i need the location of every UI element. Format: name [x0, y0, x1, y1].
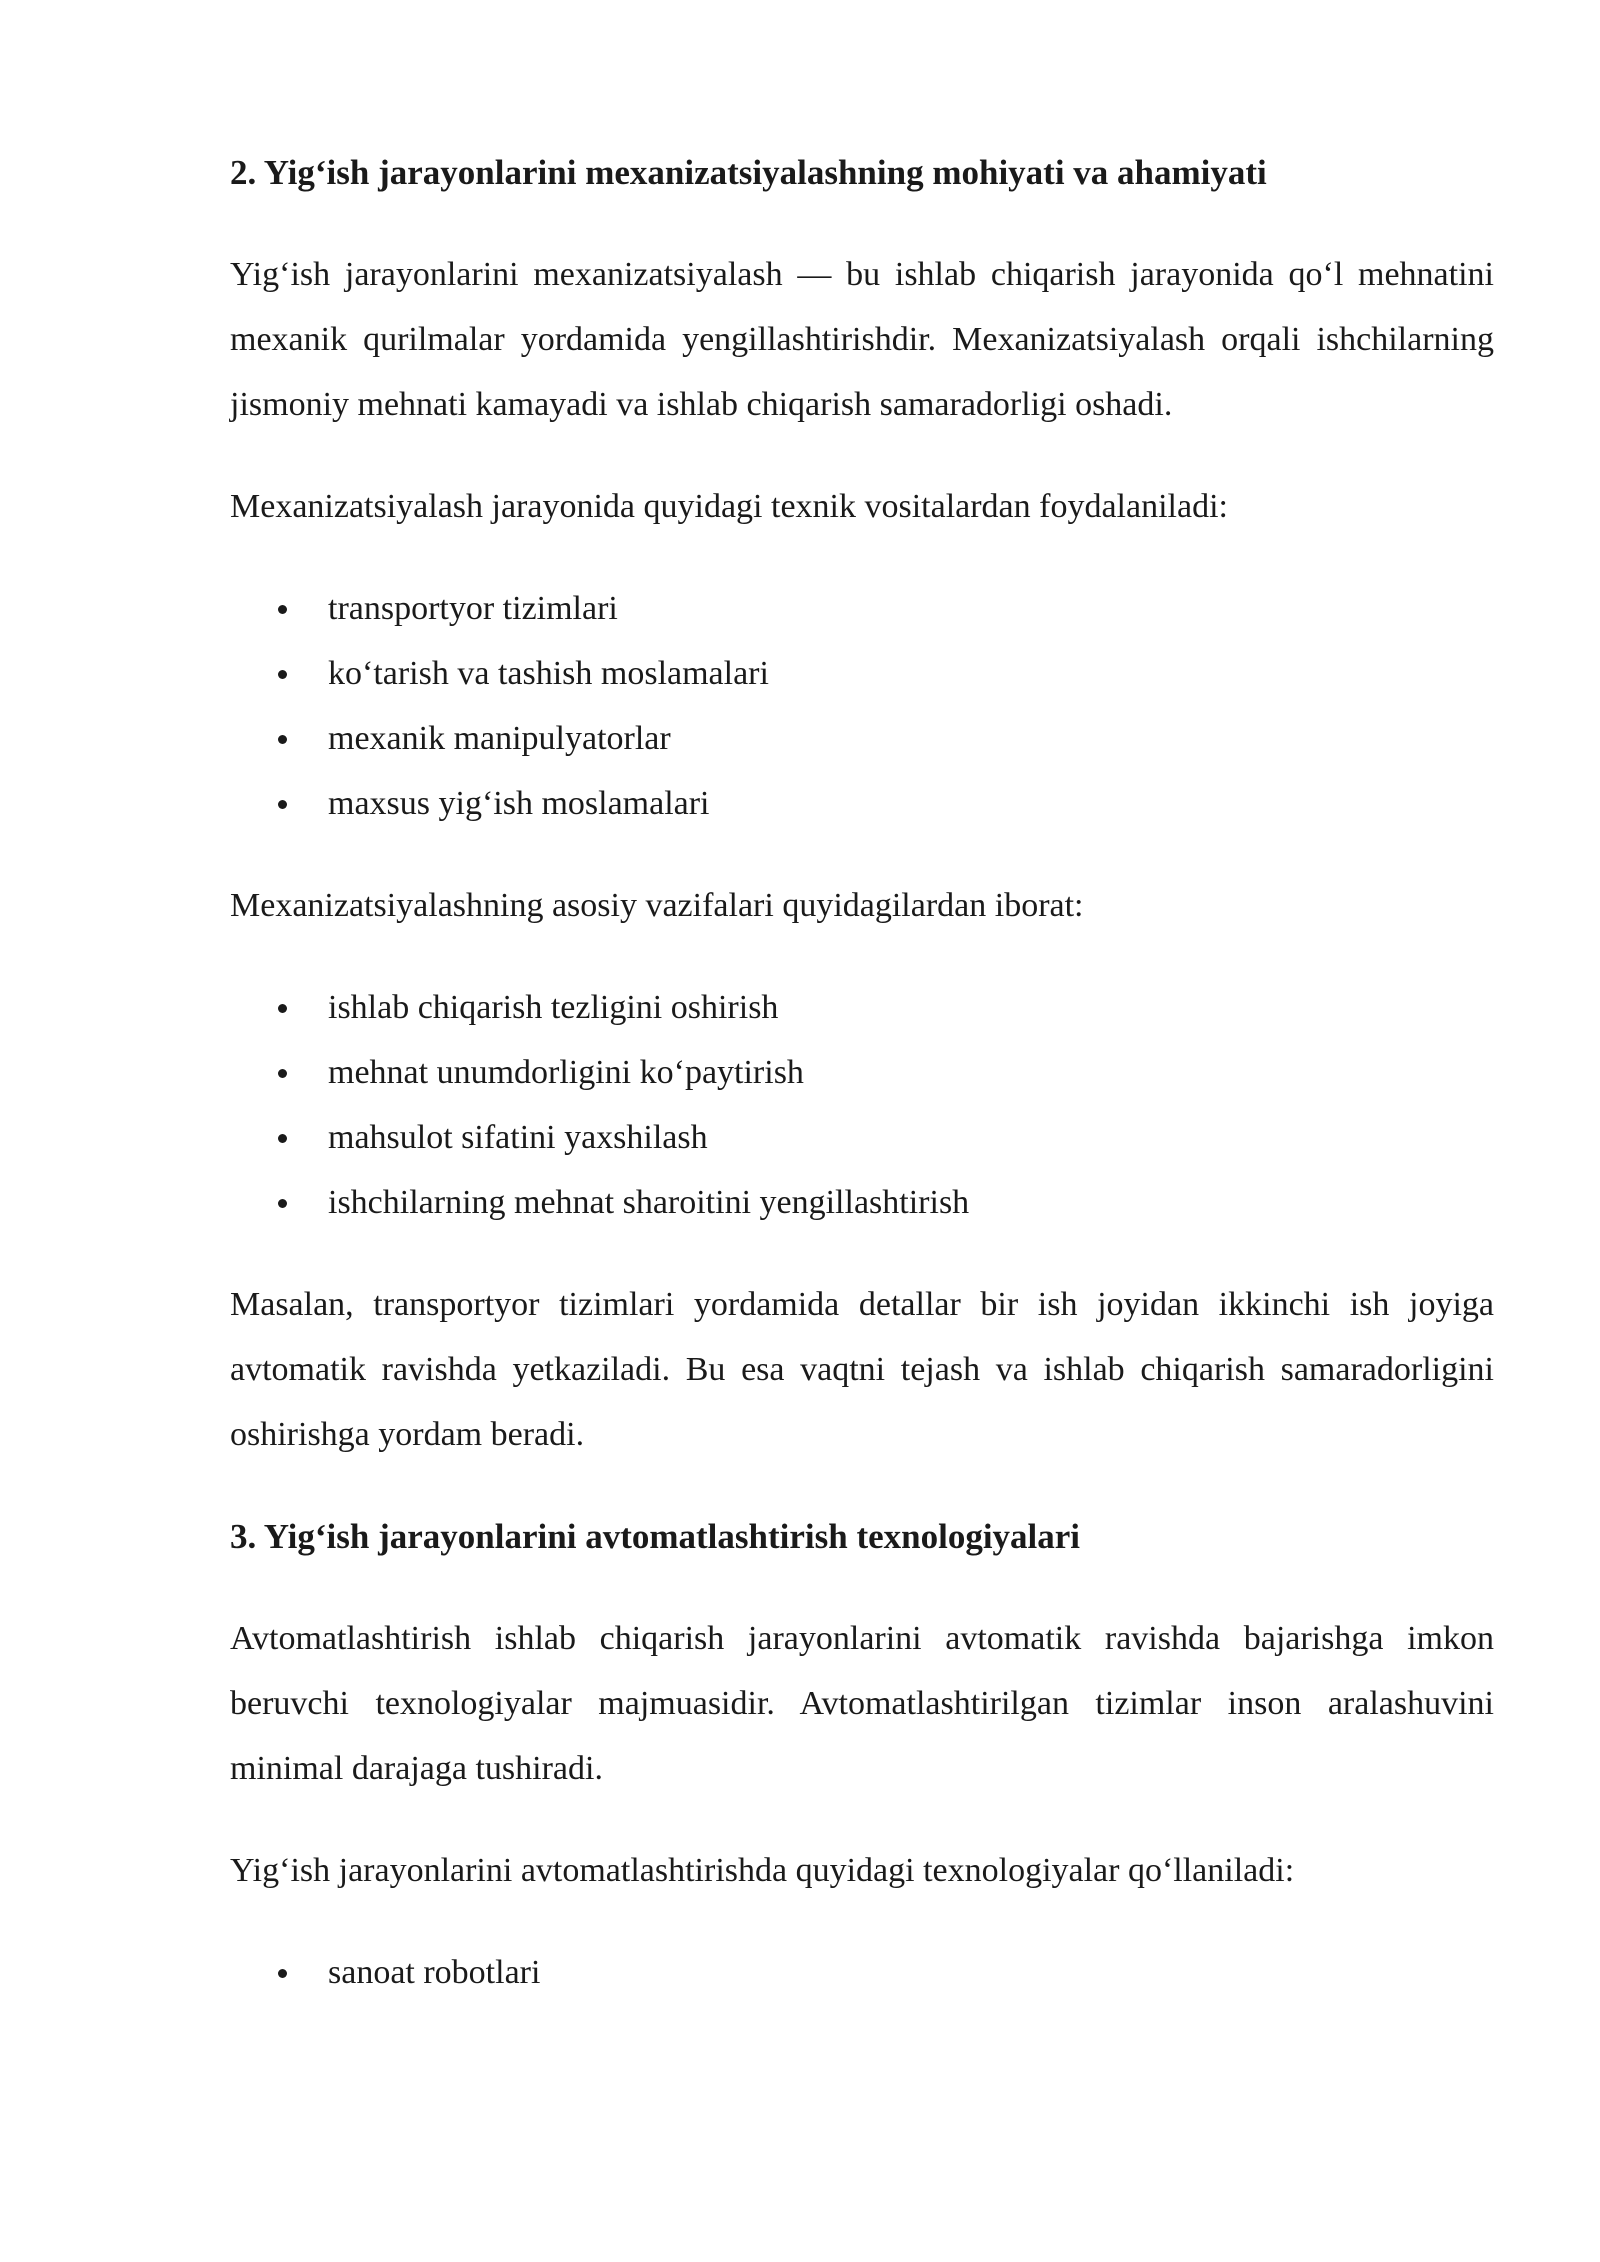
bullet-icon: [278, 1004, 287, 1013]
list-item-text: mahsulot sifatini yaxshilash: [328, 1119, 708, 1156]
bullet-icon: [278, 735, 287, 744]
list-item: [230, 1040, 1494, 1105]
bullet-icon: [278, 605, 287, 614]
bullet-icon: [278, 1969, 287, 1978]
bullet-icon: [278, 1069, 287, 1078]
section-2-paragraph-1: Yig‘ish jarayonlarini mexanizatsiyalash — bu ishlab chiqarish jarayonida qo‘l mehnatini mexanik qurilmalar yordamida yengillashtirishdir. Mexanizatsiyalash orqali ishchilarning jismoniy mehnati kamayadi va ishlab chiqarish samaradorligi oshadi.: [230, 256, 1494, 423]
list-item: [230, 975, 1494, 1040]
bullet-icon: [278, 1134, 287, 1143]
list-item-text: maxsus yig‘ish moslamalari: [328, 785, 710, 822]
list-item-text: ishchilarning mehnat sharoitini yengillashtirish: [328, 1184, 970, 1221]
main-tasks-list: [230, 975, 1494, 1235]
bullet-icon: [278, 670, 287, 679]
section-3-paragraph-2: Yig‘ish jarayonlarini avtomatlashtirishda quyidagi texnologiyalar qo‘llaniladi:: [230, 1852, 1295, 1889]
section-2-paragraph-3: Mexanizatsiyalashning asosiy vazifalari quyidagilardan iborat:: [230, 887, 1084, 924]
list-item-text: transportyor tizimlari: [328, 590, 618, 627]
technical-means-list: [230, 576, 1494, 836]
section-2-paragraph-2: Mexanizatsiyalash jarayonida quyidagi texnik vositalardan foydalaniladi:: [230, 488, 1228, 525]
list-item: [230, 641, 1494, 706]
bullet-icon: [278, 1199, 287, 1208]
list-item: [230, 576, 1494, 641]
list-item: [230, 1940, 1494, 2005]
bullet-icon: [278, 800, 287, 809]
automation-technologies-list: [230, 1940, 1494, 2005]
list-item: [230, 706, 1494, 771]
list-item-text: mexanik manipulyatorlar: [328, 720, 671, 757]
list-item-text: ko‘tarish va tashish moslamalari: [328, 655, 769, 692]
list-item-text: mehnat unumdorligini ko‘paytirish: [328, 1054, 804, 1091]
list-item: [230, 1170, 1494, 1235]
section-2-paragraph-4: Masalan, transportyor tizimlari yordamida detallar bir ish joyidan ikkinchi ish joyiga avtomatik ravishda yetkaziladi. Bu esa vaqtni tejash va ishlab chiqarish samaradorligini oshirishga yordam beradi.: [230, 1286, 1494, 1453]
list-item-text: ishlab chiqarish tezligini oshirish: [328, 989, 779, 1026]
section-3-heading: 3. Yig‘ish jarayonlarini avtomatlashtirish texnologiyalari: [230, 1517, 1081, 1556]
section-2-heading: 2. Yig‘ish jarayonlarini mexanizatsiyalashning mohiyati va ahamiyati: [230, 153, 1267, 192]
list-item: [230, 771, 1494, 836]
list-item: [230, 1105, 1494, 1170]
list-item-text: sanoat robotlari: [328, 1954, 541, 1991]
section-3-paragraph-1: Avtomatlashtirish ishlab chiqarish jarayonlarini avtomatik ravishda bajarishga imkon beruvchi texnologiyalar majmuasidir. Avtomatlashtirilgan tizimlar inson aralashuvini minimal darajaga tushiradi.: [230, 1620, 1494, 1787]
document-page: [230, 140, 1494, 2042]
